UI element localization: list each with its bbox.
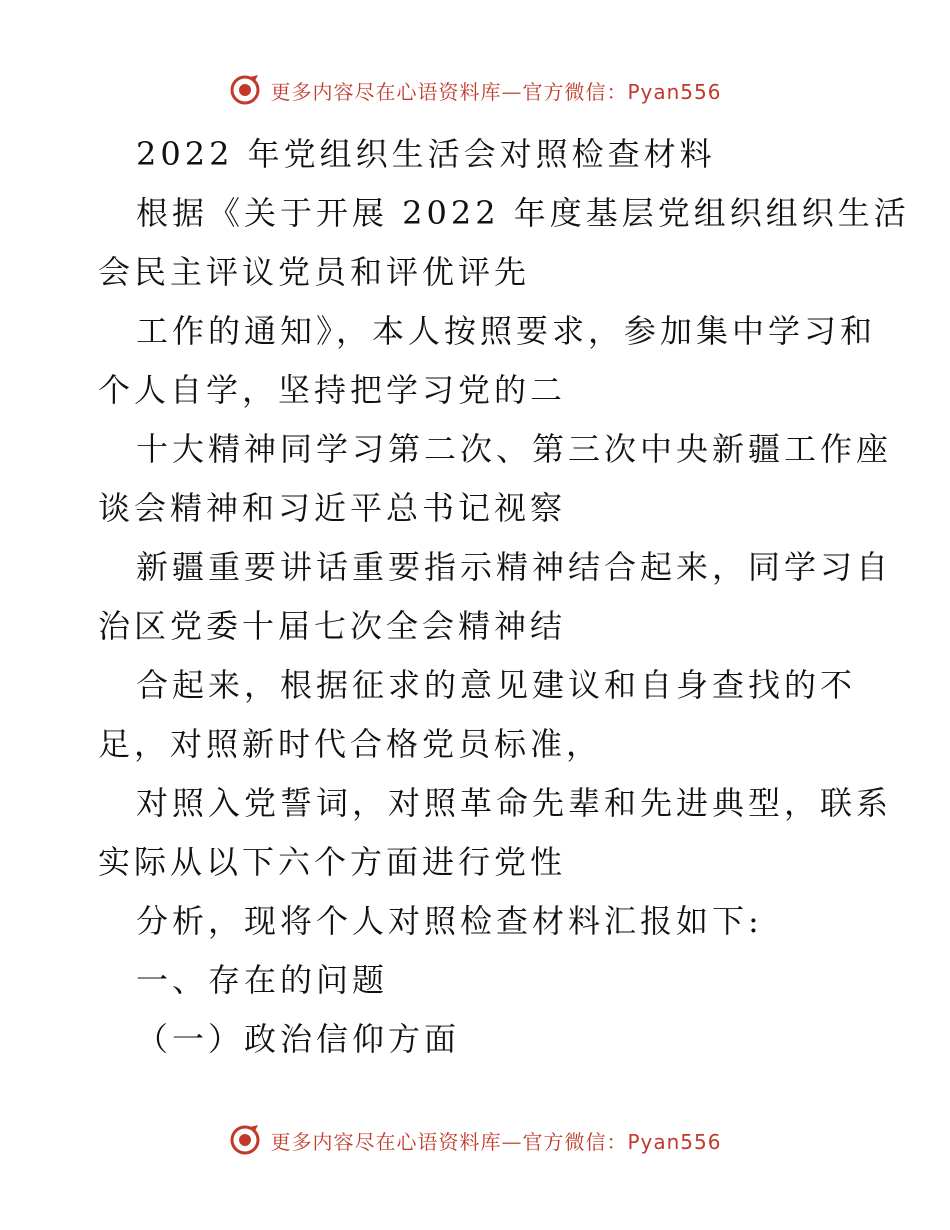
- doc-line: 会民主评议党员和评优评先: [98, 253, 531, 291]
- subsection-heading: （一）政治信仰方面: [136, 1020, 461, 1058]
- footer-banner: [0, 1120, 950, 1160]
- header-banner: [0, 70, 950, 110]
- doc-line: 合起来，根据征求的意见建议和自身查找的不: [136, 666, 857, 704]
- banner-content: [228, 1123, 721, 1157]
- doc-line: 个人自学，坚持把学习党的二: [98, 371, 567, 409]
- doc-line: 工作的通知》，本人按照要求，参加集中学习和: [136, 312, 877, 350]
- section-heading: 一、存在的问题: [136, 961, 389, 999]
- doc-line: 实际从以下六个方面进行党性: [98, 843, 567, 881]
- doc-line: 新疆重要讲话重要指示精神结合起来，同学习自: [136, 548, 893, 586]
- banner-title: 更多内容尽在心语资料库: [270, 1129, 502, 1154]
- doc-line: 足，对照新时代合格党员标准，: [98, 725, 603, 763]
- doc-line: 根据《关于开展 2022 年度基层党组织组织生活: [136, 194, 910, 232]
- doc-line: 对照入党誓词，对照革命先辈和先进典型，联系: [136, 784, 893, 822]
- banner-contact: 官方微信：Pyan556: [522, 1129, 722, 1154]
- doc-line: 十大精神同学习第二次、第三次中央新疆工作座: [136, 430, 893, 468]
- banner-text: [270, 1126, 721, 1155]
- doc-line: 谈会精神和习近平总书记视察: [98, 489, 567, 527]
- banner-content: [228, 73, 721, 107]
- brush-logo-icon: [228, 1123, 262, 1157]
- banner-contact: 官方微信：Pyan556: [522, 79, 722, 104]
- banner-separator: —: [501, 79, 523, 104]
- brush-logo-icon: [228, 73, 262, 107]
- doc-title: 2022 年党组织生活会对照检查材料: [136, 135, 716, 173]
- banner-separator: —: [501, 1129, 523, 1154]
- doc-line: 治区党委十届七次全会精神结: [98, 607, 567, 645]
- document-body: [98, 125, 910, 1069]
- doc-line: 分析，现将个人对照检查材料汇报如下:: [136, 902, 763, 940]
- banner-text: [270, 76, 721, 105]
- banner-title: 更多内容尽在心语资料库: [270, 79, 502, 104]
